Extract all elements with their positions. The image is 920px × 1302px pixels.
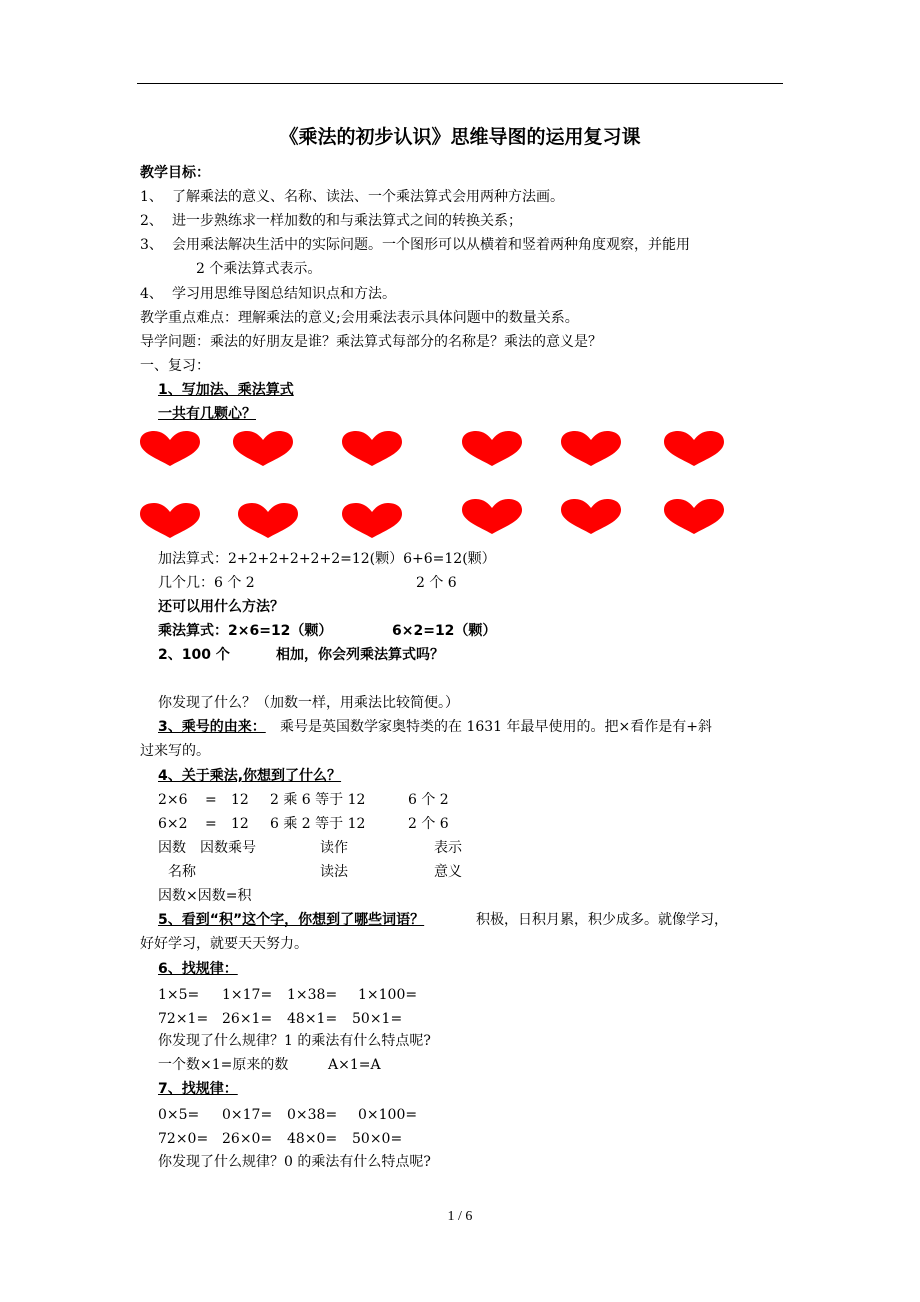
s1-question: 一共有几颗心？ xyxy=(158,406,256,422)
heart-icon xyxy=(462,499,522,535)
s7-r2-c3: 48×0= xyxy=(287,1131,338,1147)
discovery: 你发现了什么？（加数一样，用乘法比较简便。） xyxy=(158,695,459,711)
s3-heading: 3、乘号的由来： xyxy=(158,719,266,735)
s6-r2-c1: 72×1= xyxy=(158,1011,209,1027)
other-method: 还可以用什么方法？ xyxy=(158,599,284,615)
s7-r2-c2: 26×0= xyxy=(222,1131,273,1147)
s6-heading: 6、找规律： xyxy=(158,961,238,977)
objective-2-text: 进一步熟练求一样加数的和与乘法算式之间的转换关系； xyxy=(172,213,522,229)
objective-3-text: 会用乘法解决生活中的实际问题。一个图形可以从横着和竖着两种角度观察，并能用 xyxy=(172,237,690,253)
s7-r1-c2: 0×17= xyxy=(222,1107,273,1123)
s6-r1-c4: 1×100= xyxy=(358,987,418,1003)
guide-questions: 导学问题：乘法的好朋友是谁？乘法算式每部分的名称是？乘法的意义是？ xyxy=(140,334,602,350)
s4-label-express: 表示 xyxy=(434,840,462,856)
s6-question: 你发现了什么规律？1 的乘法有什么特点呢? xyxy=(158,1033,431,1049)
s6-r1-c2: 1×17= xyxy=(222,987,273,1003)
s6-answer-2: A×1=A xyxy=(328,1057,381,1073)
s4-row1-eq: = xyxy=(205,792,217,808)
objective-2-num: 2、 xyxy=(140,213,163,229)
s6-r2-c2: 26×1= xyxy=(222,1011,273,1027)
s4-row2-meaning: 2 个 6 xyxy=(408,816,449,832)
s5-heading: 5、看到“积”这个字，你想到了哪些词语？ xyxy=(158,912,425,928)
objective-4-text: 学习用思维导图总结知识点和方法。 xyxy=(172,286,396,302)
s2-b: 相加，你会列乘法算式吗？ xyxy=(276,647,444,663)
mult-formula-b: 6×2=12（颗） xyxy=(392,623,497,639)
s6-r2-c4: 50×1= xyxy=(352,1011,403,1027)
s6-r1-c3: 1×38= xyxy=(287,987,338,1003)
s6-r2-c3: 48×1= xyxy=(287,1011,338,1027)
s7-r2-c4: 50×0= xyxy=(352,1131,403,1147)
s4-row1-result: 12 xyxy=(231,792,249,808)
s4-label-name: 名称 xyxy=(168,864,196,880)
s4-row2-result: 12 xyxy=(231,816,249,832)
s3-cont: 过来写的。 xyxy=(140,743,210,759)
s1-heading: 1、写加法、乘法算式 xyxy=(158,382,294,398)
heart-icon xyxy=(462,431,522,467)
objective-1-num: 1、 xyxy=(140,189,163,205)
s7-r2-c1: 72×0= xyxy=(158,1131,209,1147)
page-number: 1 / 6 xyxy=(447,1209,473,1224)
s5-cont: 好好学习，就要天天努力。 xyxy=(140,936,308,952)
s4-label-factor-sign: 因数乘号 xyxy=(200,840,256,856)
s4-label-read: 读作 xyxy=(320,840,348,856)
objective-1-text: 了解乘法的意义、名称、读法、一个乘法算式会用两种方法画。 xyxy=(172,189,564,205)
s6-answer-1: 一个数×1=原来的数 xyxy=(158,1057,289,1073)
addition-formula: 加法算式：2+2+2+2+2+2=12(颗）6+6=12(颗） xyxy=(158,551,496,567)
s7-r1-c3: 0×38= xyxy=(287,1107,338,1123)
s4-row1-read: 2 乘 6 等于 12 xyxy=(270,792,366,808)
s4-row1-meaning: 6 个 2 xyxy=(408,792,449,808)
s7-r1-c4: 0×100= xyxy=(358,1107,418,1123)
s4-row2-eq: = xyxy=(205,816,217,832)
heart-icon xyxy=(664,499,724,535)
objective-4-num: 4、 xyxy=(140,286,163,302)
s4-heading: 4、关于乘法,你想到了什么？ xyxy=(158,768,342,784)
key-points: 教学重点难点：理解乘法的意义;会用乘法表示具体问题中的数量关系。 xyxy=(140,310,579,326)
s4-row2-expr: 6×2 xyxy=(158,816,188,832)
page-title: 《乘法的初步认识》思维导图的运用复习课 xyxy=(279,126,641,148)
objectives-heading: 教学目标： xyxy=(140,165,210,181)
groups-a: 几个几：6 个 2 xyxy=(158,575,255,591)
s4-rule: 因数×因数=积 xyxy=(158,888,252,904)
heart-icon xyxy=(238,503,298,539)
mult-formula-a: 乘法算式：2×6=12（颗） xyxy=(158,623,333,639)
section-review-heading: 一、复习： xyxy=(140,358,210,374)
s4-label-meaning: 意义 xyxy=(434,864,462,880)
heart-icon xyxy=(140,431,200,467)
s2-a: 2、100 个 xyxy=(158,647,230,663)
heart-icon xyxy=(561,431,621,467)
s4-label-factor: 因数 xyxy=(158,840,186,856)
s4-row2-read: 6 乘 2 等于 12 xyxy=(270,816,366,832)
s5-text: 积极，日积月累，积少成多。就像学习， xyxy=(476,912,728,928)
s6-r1-c1: 1×5= xyxy=(158,987,200,1003)
heart-icon xyxy=(342,503,402,539)
s7-r1-c1: 0×5= xyxy=(158,1107,200,1123)
s3-text: 乘号是英国数学家奥特类的在 1631 年最早使用的。把×看作是有+斜 xyxy=(280,719,712,735)
heart-icon xyxy=(233,431,293,467)
s7-question: 你发现了什么规律？0 的乘法有什么特点呢? xyxy=(158,1154,431,1170)
heart-icon xyxy=(664,431,724,467)
objective-3-num: 3、 xyxy=(140,237,163,253)
heart-icon xyxy=(561,499,621,535)
objective-3-cont: 2 个乘法算式表示。 xyxy=(196,261,322,277)
s4-label-reading: 读法 xyxy=(320,864,348,880)
s7-heading: 7、找规律： xyxy=(158,1081,238,1097)
heart-icon xyxy=(342,431,402,467)
header-rule xyxy=(137,83,783,84)
groups-b: 2 个 6 xyxy=(416,575,457,591)
heart-icon xyxy=(140,503,200,539)
s4-row1-expr: 2×6 xyxy=(158,792,188,808)
